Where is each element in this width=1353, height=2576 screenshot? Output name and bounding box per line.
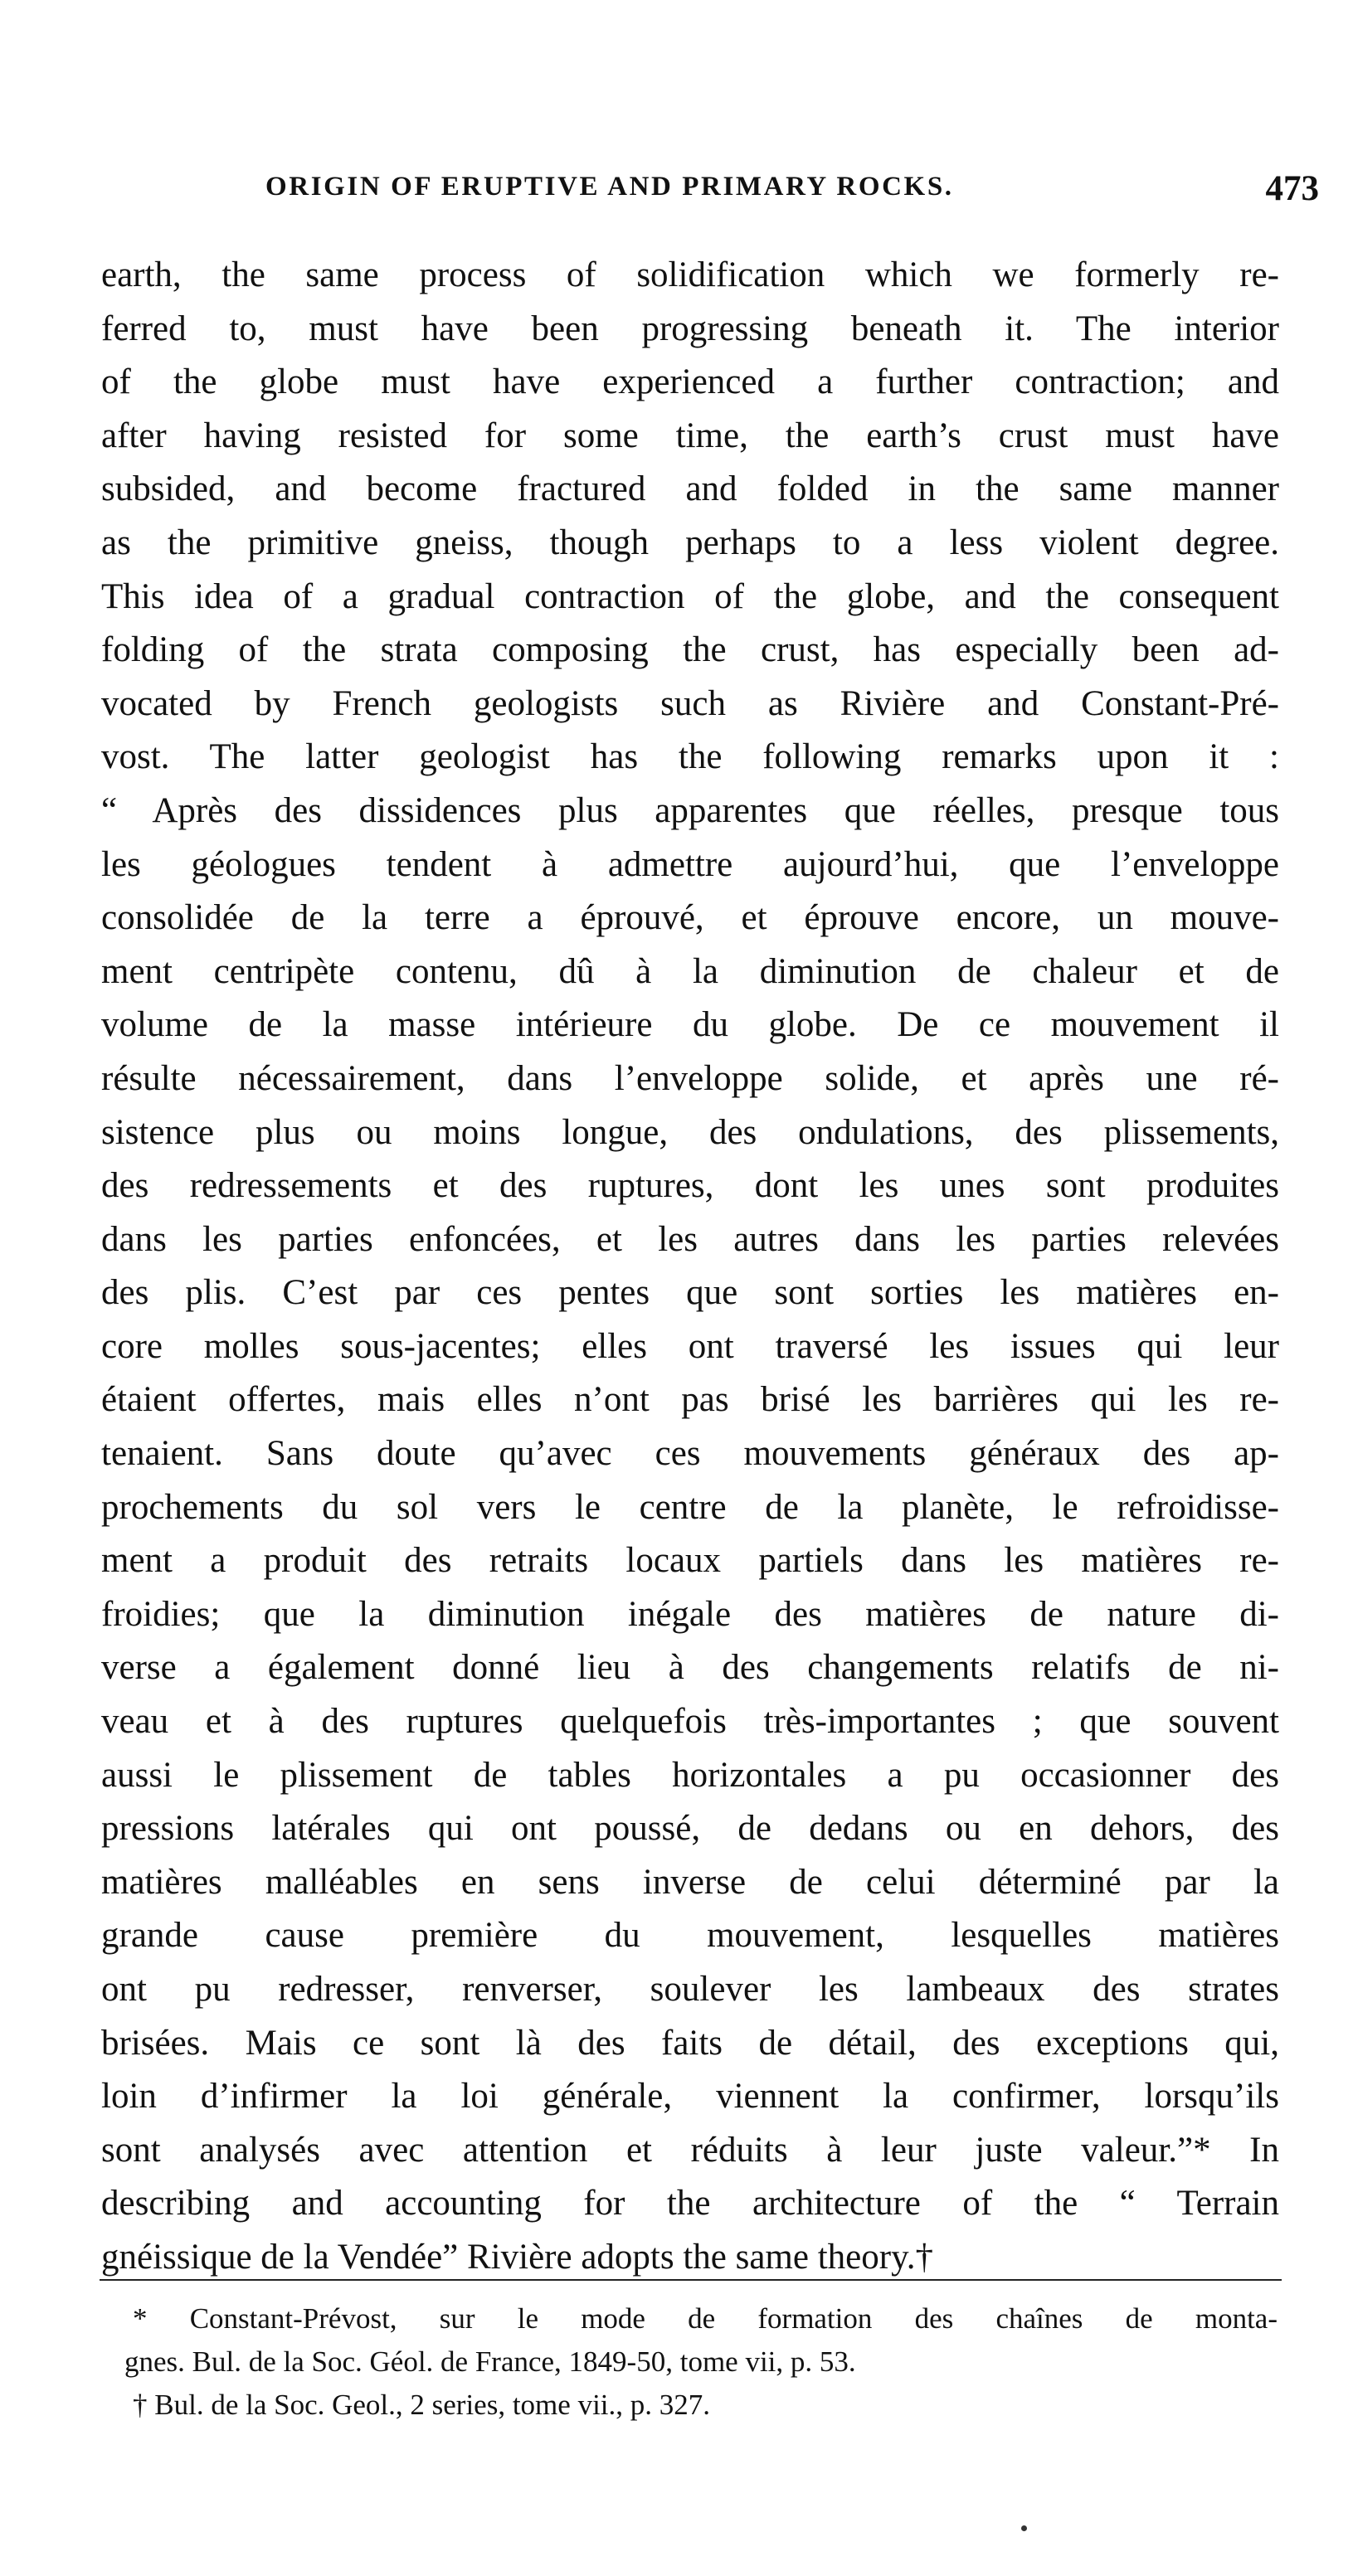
quote-line: “ Après des dissidences plus apparentes que réelles, presque tous xyxy=(101,790,1279,830)
quote-line: des redressements et des ruptures, dont les unes sont produites xyxy=(101,1166,1279,1206)
ink-speck xyxy=(1021,2525,1027,2531)
quote-line: ment centripète contenu, dû à la diminution de chaleur et de xyxy=(101,951,1279,991)
running-title: ORIGIN OF ERUPTIVE AND PRIMARY ROCKS. xyxy=(265,172,954,202)
quote-line: étaient offertes, mais elles n’ont pas brisé les barrières qui les re- xyxy=(101,1380,1279,1420)
running-head xyxy=(265,168,1319,218)
quote-line: matières malléables en sens inverse de celui déterminé par la xyxy=(101,1862,1279,1902)
quote-line: ont pu redresser, renverser, soulever les lambeaux des strates xyxy=(101,1970,1279,2009)
text-line: after having resisted for some time, the earth’s crust must have xyxy=(101,416,1279,455)
text-line: gnéissique de la Vendée” Rivière adopts the same theory.† xyxy=(101,2237,934,2277)
quote-line: tenaient. Sans doute qu’avec ces mouvements généraux des ap- xyxy=(101,1434,1279,1474)
quote-line: verse a également donné lieu à des changements relatifs de ni- xyxy=(101,1648,1279,1688)
footnote-2: † Bul. de la Soc. Geol., 2 series, tome vii., p. 327. xyxy=(133,2389,711,2421)
quote-line: veau et à des ruptures quelquefois très-importantes ; que souvent xyxy=(101,1702,1279,1742)
text-line: earth, the same process of solidification which we formerly re- xyxy=(101,255,1279,294)
quote-line: les géologues tendent à admettre aujourd’hui, que l’enveloppe xyxy=(101,844,1279,884)
text-line: folding of the strata composing the crust, has especially been ad- xyxy=(101,630,1279,670)
page-number: 473 xyxy=(1265,169,1319,208)
footnotes xyxy=(116,2297,1278,2427)
text-line: vost. The latter geologist has the following remarks upon it : xyxy=(101,737,1279,777)
text-line: subsided, and become fractured and folded in the same manner xyxy=(101,469,1279,509)
quote-line: résulte nécessairement, dans l’enveloppe solide, et après une ré- xyxy=(101,1058,1279,1098)
text-line: of the globe must have experienced a further contraction; and xyxy=(101,362,1279,402)
quote-line: core molles sous-jacentes; elles ont traversé les issues qui leur xyxy=(101,1326,1279,1366)
quote-line: brisées. Mais ce sont là des faits de détail, des exceptions qui, xyxy=(101,2023,1279,2063)
text-line: This idea of a gradual contraction of the globe, and the consequent xyxy=(101,576,1279,616)
text-line: ferred to, must have been progressing beneath it. The interior xyxy=(101,309,1279,348)
quote-line: loin d’infirmer la loi générale, viennent la confirmer, lorsqu’ils xyxy=(101,2077,1279,2117)
quote-line: volume de la masse intérieure du globe. De ce mouvement il xyxy=(101,1005,1279,1045)
quote-line: grande cause première du mouvement, lesquelles matières xyxy=(101,1916,1279,1956)
quote-line: pressions latérales qui ont poussé, de dedans ou en dehors, des xyxy=(101,1809,1279,1849)
quote-line: ment a produit des retraits locaux partiels dans les matières re- xyxy=(101,1541,1279,1581)
footnote-divider xyxy=(100,2279,1282,2281)
quote-line: sistence plus ou moins longue, des ondulations, des plissements, xyxy=(101,1112,1279,1152)
quote-line: consolidée de la terre a éprouvé, et éprouve encore, un mouve- xyxy=(101,898,1279,938)
footnote-1: * Constant-Prévost, sur le mode de formation des chaînes de monta- xyxy=(133,2302,1278,2335)
quote-line: sont analysés avec attention et réduits à leur juste valeur.”* In xyxy=(101,2130,1279,2170)
text-line: as the primitive gneiss, though perhaps to a less violent degree. xyxy=(101,522,1279,562)
text-line: describing and accounting for the architecture of the “ Terrain xyxy=(101,2184,1279,2224)
footnote-1-continued: gnes. Bul. de la Soc. Géol. de France, 1849-50, tome vii, p. 53. xyxy=(124,2345,856,2378)
quote-line: prochements du sol vers le centre de la planète, le refroidisse- xyxy=(101,1487,1279,1527)
quote-line: des plis. C’est par ces pentes que sont sorties les matières en- xyxy=(101,1273,1279,1313)
quote-line: aussi le plissement de tables horizontales a pu occasionner des xyxy=(101,1755,1279,1795)
body-text xyxy=(101,249,1279,2285)
text-line: vocated by French geologists such as Rivière and Constant-Pré- xyxy=(101,683,1279,723)
quote-line: froidies; que la diminution inégale des matières de nature di- xyxy=(101,1594,1279,1634)
quote-line: dans les parties enfoncées, et les autres dans les parties relevées xyxy=(101,1219,1279,1259)
